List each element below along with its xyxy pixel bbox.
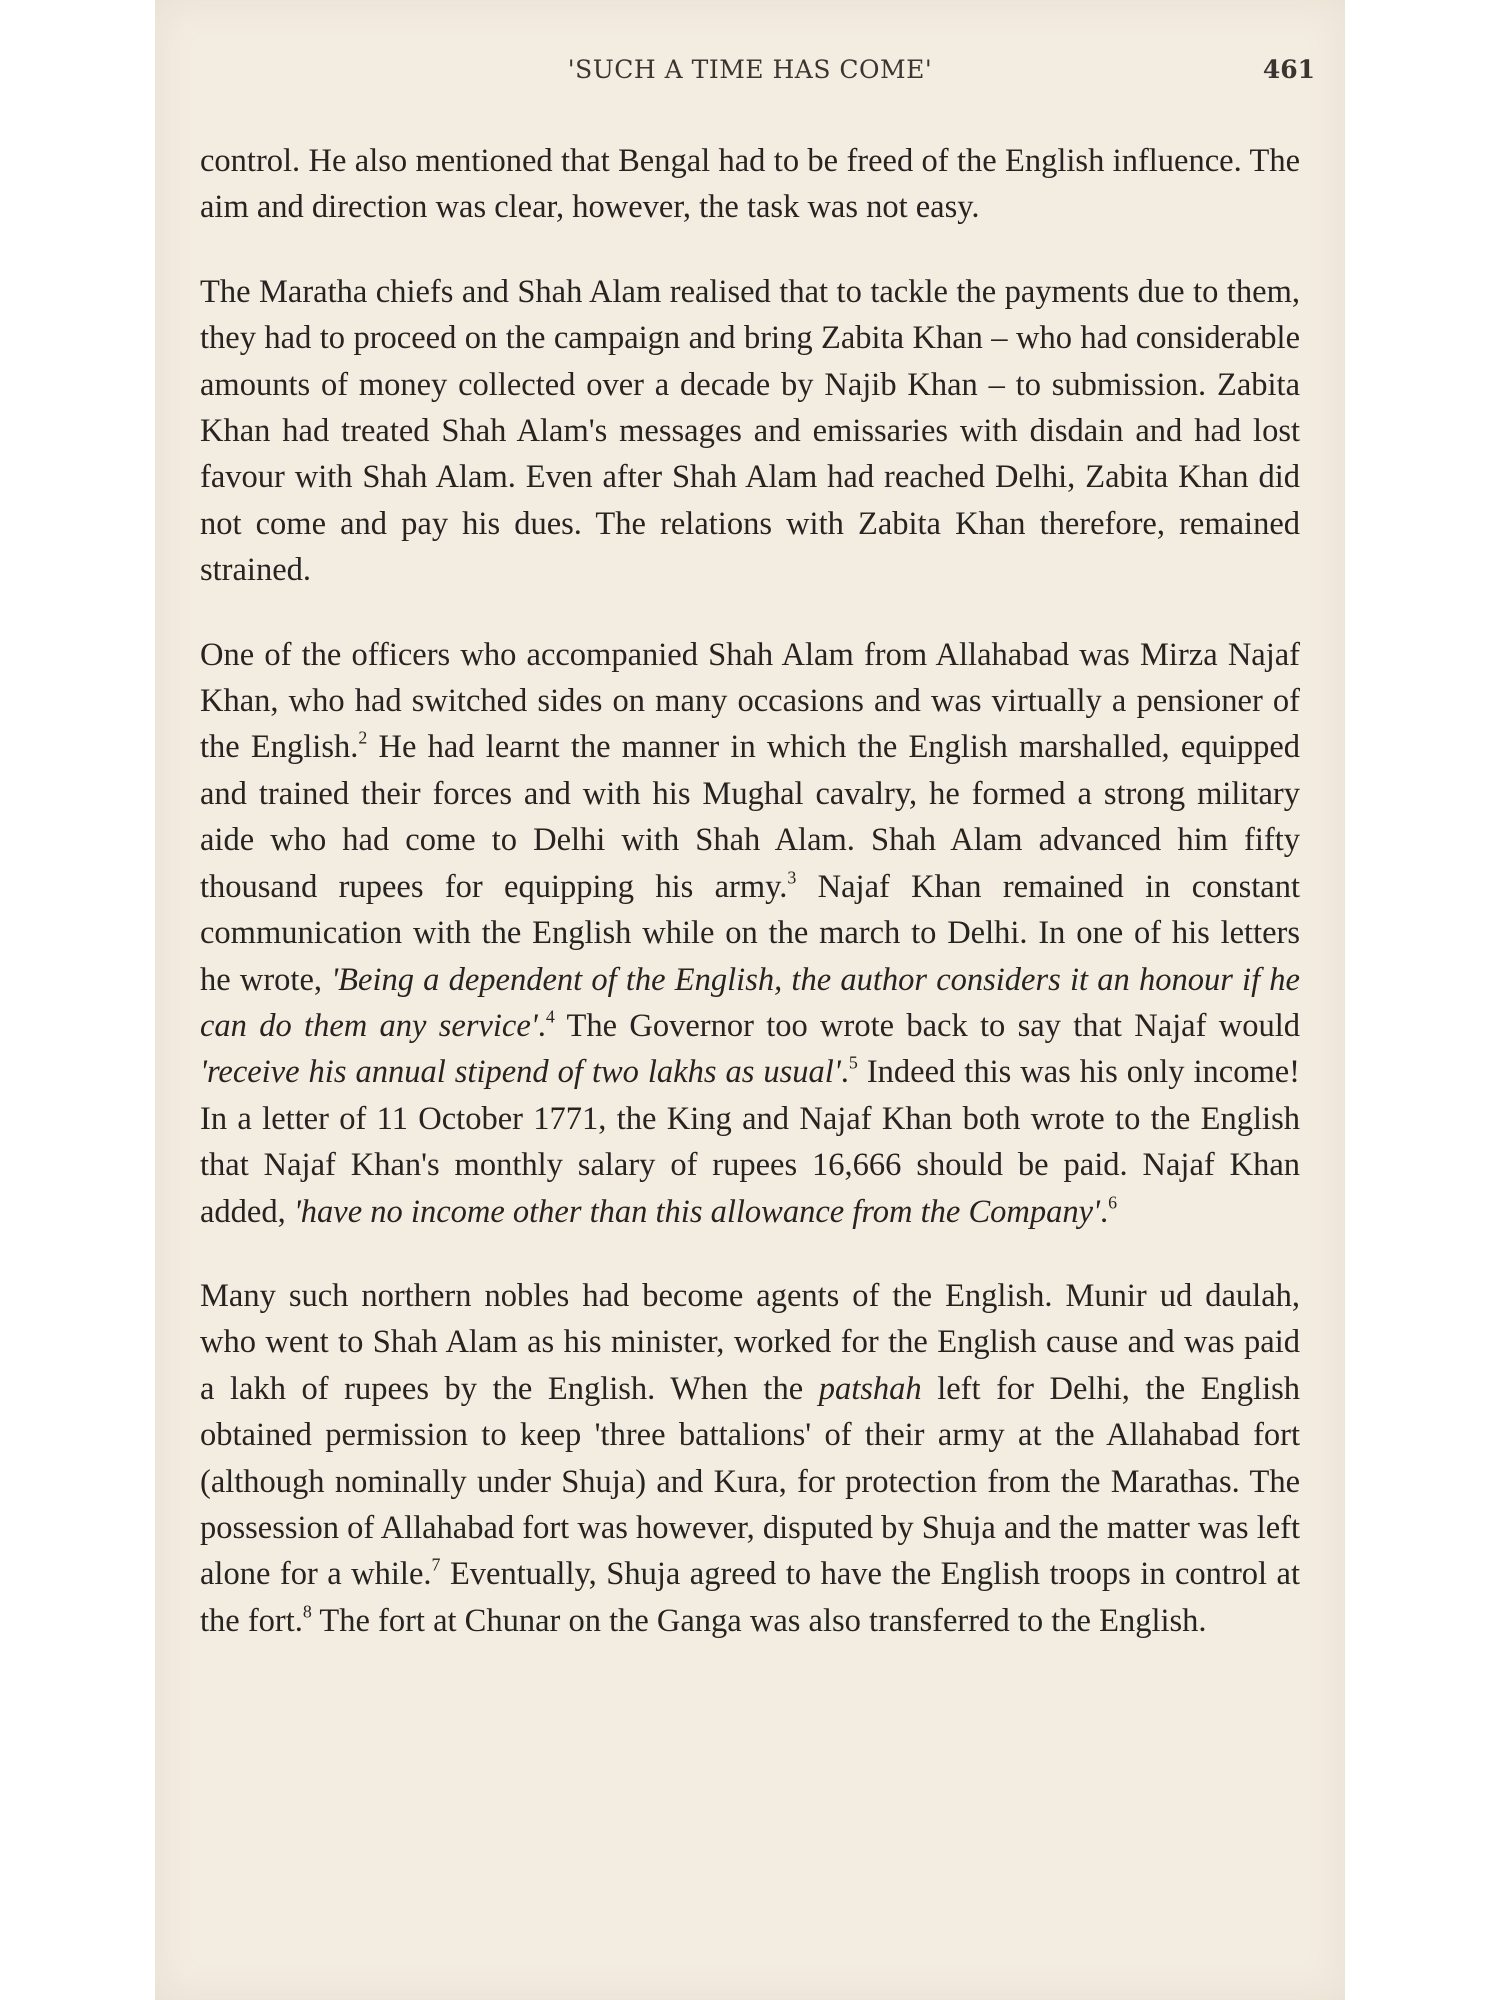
text-run: Najaf Khan remained in constant communication with the English while on the march to Delhi. In one of his letters he wrote, [200,868,1300,998]
quotation: 'have no income other than this allowance from the Company' [293,1193,1100,1230]
text-run: He had learnt the manner in which the English marshalled, equipped and trained their forces and with his Mughal cavalry, he formed a strong military aide who had come to Delhi with Shah Alam. Shah Alam advanced him fifty thousand rupees for equipping his army. [200,729,1300,905]
footnote-marker: 3 [787,867,797,888]
footnote-marker: 4 [545,1006,555,1027]
paragraph-3 [200,632,1300,1235]
text-run: left for Delhi, the English obtained permission to keep 'three battalions' of their army at the Allahabad fort (although nominally under Shuja) and Kura, for protection from the Marathas. The possession of Allahabad fort was however, disputed by Shuja and the matter was left alone for a while. [200,1370,1300,1593]
text-run: control. He also mentioned that Bengal had to be freed of the English influence. The aim and direction was clear, however, the task was not easy. [200,143,1300,226]
book-page [155,0,1345,2000]
text-run: The Governor too wrote back to say that Najaf would [554,1007,1300,1044]
footnote-marker: 6 [1108,1192,1118,1213]
text-run: The Maratha chiefs and Shah Alam realised that to tackle the payments due to them, they had to proceed on the campaign and bring Zabita Khan – who had considerable amounts of money collected over a decade by Najib Khan – to submission. Zabita Khan had treated Shah Alam's messages and emissaries with disdain and had lost favour with Shah Alam. Even after Shah Alam had reached Delhi, Zabita Khan did not come and pay his dues. The relations with Zabita Khan therefore, remained strained. [200,273,1300,589]
quotation: 'Being a dependent of the English, the author considers it an honour if he can do them any service' [200,961,1300,1044]
footnote-marker: 2 [358,728,368,749]
text-run: . [1099,1193,1109,1230]
footnote-marker: 5 [848,1052,858,1073]
paragraph-1 [200,138,1300,231]
text-run: The fort at Chunar on the Ganga was also transferred to the English. [311,1602,1207,1639]
text-run: Many such northern nobles had become agents of the English. Munir ud daulah, who went to Shah Alam as his minister, worked for the English cause and was paid a lakh of rupees by the English. When the [200,1277,1300,1407]
text-run: Indeed this was his only income! In a letter of 11 October 1771, the King and Najaf Khan both wrote to the English that Najaf Khan's monthly salary of rupees 16,666 should be paid. Najaf Khan added, [200,1054,1300,1230]
page-number: 461 [1262,55,1315,84]
running-title: 'SUCH A TIME HAS COME' [567,55,933,84]
text-run: . [537,1007,546,1044]
paragraph-4 [200,1273,1300,1644]
quotation: 'receive his annual stipend of two lakhs as usual' [200,1054,841,1091]
italic-term: patshah [818,1370,922,1407]
footnote-marker: 8 [302,1601,312,1622]
paragraph-2 [200,269,1300,594]
text-run: One of the officers who accompanied Shah Alam from Allahabad was Mirza Najaf Khan, who had switched sides on many occasions and was virtually a pensioner of the English. [200,636,1300,766]
text-run: Eventually, Shuja agreed to have the English troops in control at the fort. [200,1556,1300,1639]
text-run: . [840,1054,849,1091]
body-text [200,138,1300,1644]
running-head [155,55,1345,95]
footnote-marker: 7 [431,1554,441,1575]
